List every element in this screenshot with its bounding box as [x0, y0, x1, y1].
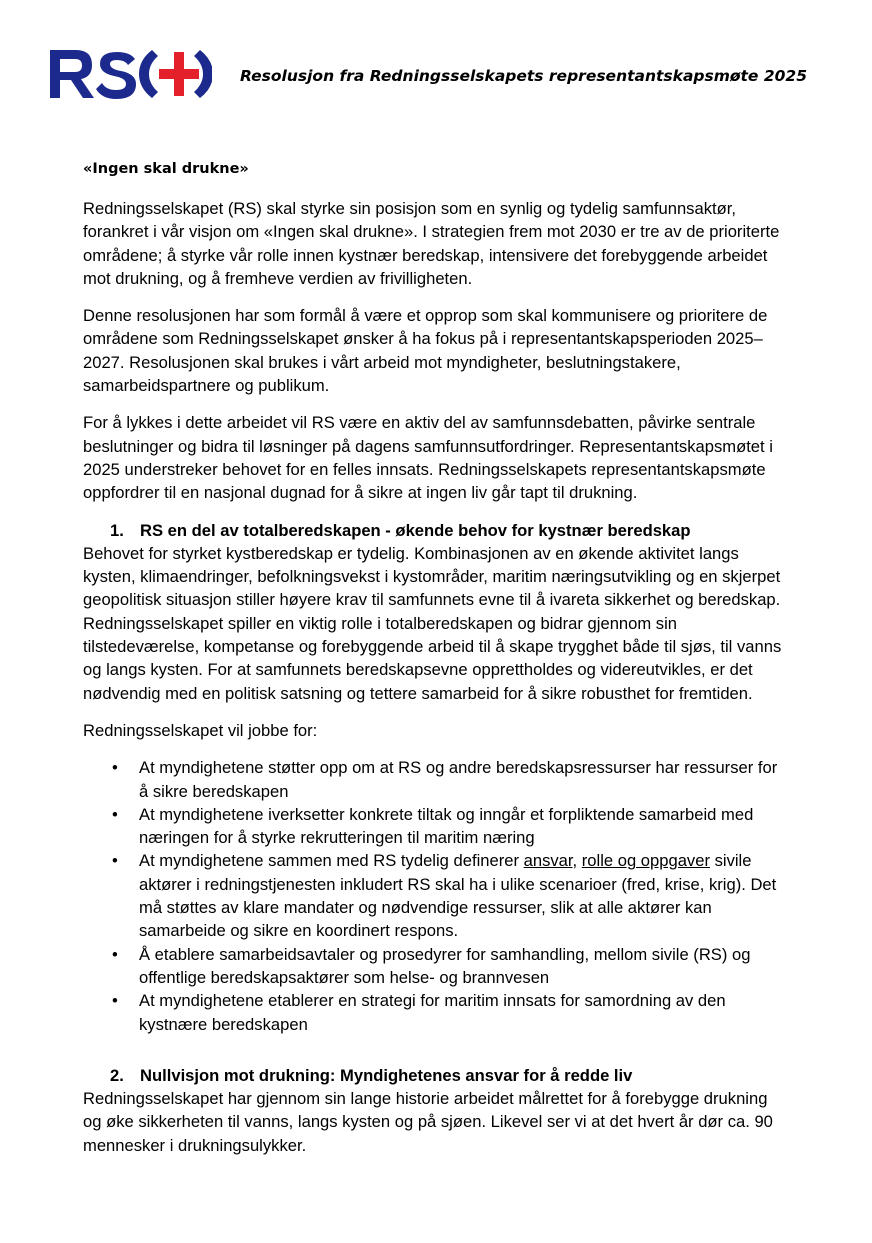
list-item-text-before: At myndighetene sammen med RS tydelig definerer: [139, 851, 524, 871]
document-body: [83, 150, 783, 1171]
list-item: [83, 943, 783, 990]
list-item: [83, 756, 783, 803]
section-2-title: Nullvisjon mot drukning: Myndighetenes ansvar for å redde liv: [140, 1065, 633, 1085]
section-1-list-intro: Redningsselskapet vil jobbe for:: [83, 720, 318, 740]
list-item: [83, 989, 783, 1036]
bullet-icon: •: [112, 944, 118, 964]
rs-logo-graphic: [46, 46, 212, 102]
intro-paragraph-1: Redningsselskapet (RS) skal styrke sin posisjon som en synlig og tydelig samfunnsaktør, forankret i vår visjon om «Ingen skal drukne». I strategien frem mot 2030 er tre av de prioriterte områdene; å styrke vår rolle innen kystnær beredskap, intensivere det forebyggende arbeidet mot drukning, og å fremheve verdien av frivilligheten.: [83, 199, 780, 288]
list-item-text: At myndighetene etablerer en strategi for maritim innsats for samordning av den kystnære beredskapen: [139, 991, 726, 1034]
section-1-heading: [83, 519, 783, 542]
section-1-title: RS en del av totalberedskapen - økende behov for kystnær beredskap: [140, 520, 691, 540]
list-item: [83, 849, 783, 942]
section-1-list: [83, 756, 783, 1036]
underlined-term-ansvar: ansvar,: [523, 851, 578, 871]
section-1-number: 1.: [110, 520, 124, 540]
intro-paragraph-3: For å lykkes i dette arbeidet vil RS være en aktiv del av samfunnsdebatten, påvirke sentrale beslutninger og bidra til løsninger på dagens samfunnsutfordringer. Representantskapsmøtet i 2025 understreker behovet for en felles innsats. Redningsselskapets representantskapsmøte oppfordrer til en nasjonal dugnad for å sikre at ingen liv går tapt til drukning.: [83, 413, 773, 503]
section-2-number: 2.: [110, 1065, 124, 1085]
bullet-icon: •: [112, 851, 118, 871]
section-2-heading: [83, 1064, 783, 1087]
section-2-body: Redningsselskapet har gjennom sin lange historie arbeidet målrettet for å forebygge drukning og øke sikkerheten til vanns, langs kysten og på sjøen. Likevel ser vi at det hvert år dør ca. 90 mennesker i drukningsulykker.: [83, 1089, 773, 1155]
list-item-text: At myndighetene støtter opp om at RS og andre beredskapsressurser har ressurser for å sikre beredskapen: [139, 758, 778, 801]
section-1-body: Behovet for styrket kystberedskap er tydelig. Kombinasjonen av en økende aktivitet langs kysten, klimaendringer, befolkningsvekst i kystområder, maritim næringsutvikling og en skjerpet geopolitisk situasjon stiller høyere krav til samfunnets evne til å ivareta sikkerhet og beredskap. Redningsselskapet spiller en viktig rolle i totalberedskapen og bidrar gjennom sin tilstedeværelse, kompetanse og forebyggende arbeid til å skape trygghet både til sjøs, til vanns og langs kysten. For at samfunnets beredskapsevne opprettholdes og videreutvikles, er det nødvendig med en politisk satsning og tettere samarbeid for å sikre robusthet for fremtiden.: [83, 543, 782, 703]
document-title: Resolusjon fra Redningsselskapets representantskapsmøte 2025: [240, 67, 807, 85]
list-item: [83, 803, 783, 850]
intro-paragraph-2: Denne resolusjonen har som formål å være et opprop som skal kommunisere og prioritere de områdene som Redningsselskapet ønsker å ha fokus på i representantskapsperioden 2025–2027. Resolusjonen skal brukes i vårt arbeid mot myndigheter, beslutningstakere, samarbeidspartnere og publikum.: [83, 306, 768, 396]
rs-logo: [46, 46, 212, 107]
underlined-term-rolle: rolle og oppgaver: [581, 851, 710, 871]
list-item-text: At myndighetene iverksetter konkrete tiltak og inngår et forpliktende samarbeid med næringen for å styrke rekrutteringen til maritim næring: [139, 804, 754, 848]
main-heading: «Ingen skal drukne»: [83, 161, 249, 177]
bullet-icon: •: [112, 804, 118, 824]
list-item-text: Å etablere samarbeidsavtaler og prosedyrer for samhandling, mellom sivile (RS) og offentlige beredskapsaktører som helse- og brannvesen: [139, 944, 751, 987]
list-item-text-after: sivile aktører i redningstjenesten inkludert RS skal ha i ulike scenarioer (fred, krise, krig). Det må støttes av klare mandater og nødvendige ressurser, slik at alle aktører kan samarbeide og sikre en koordinert respons.: [139, 851, 777, 941]
bullet-icon: •: [112, 758, 118, 778]
bullet-icon: •: [112, 991, 118, 1011]
